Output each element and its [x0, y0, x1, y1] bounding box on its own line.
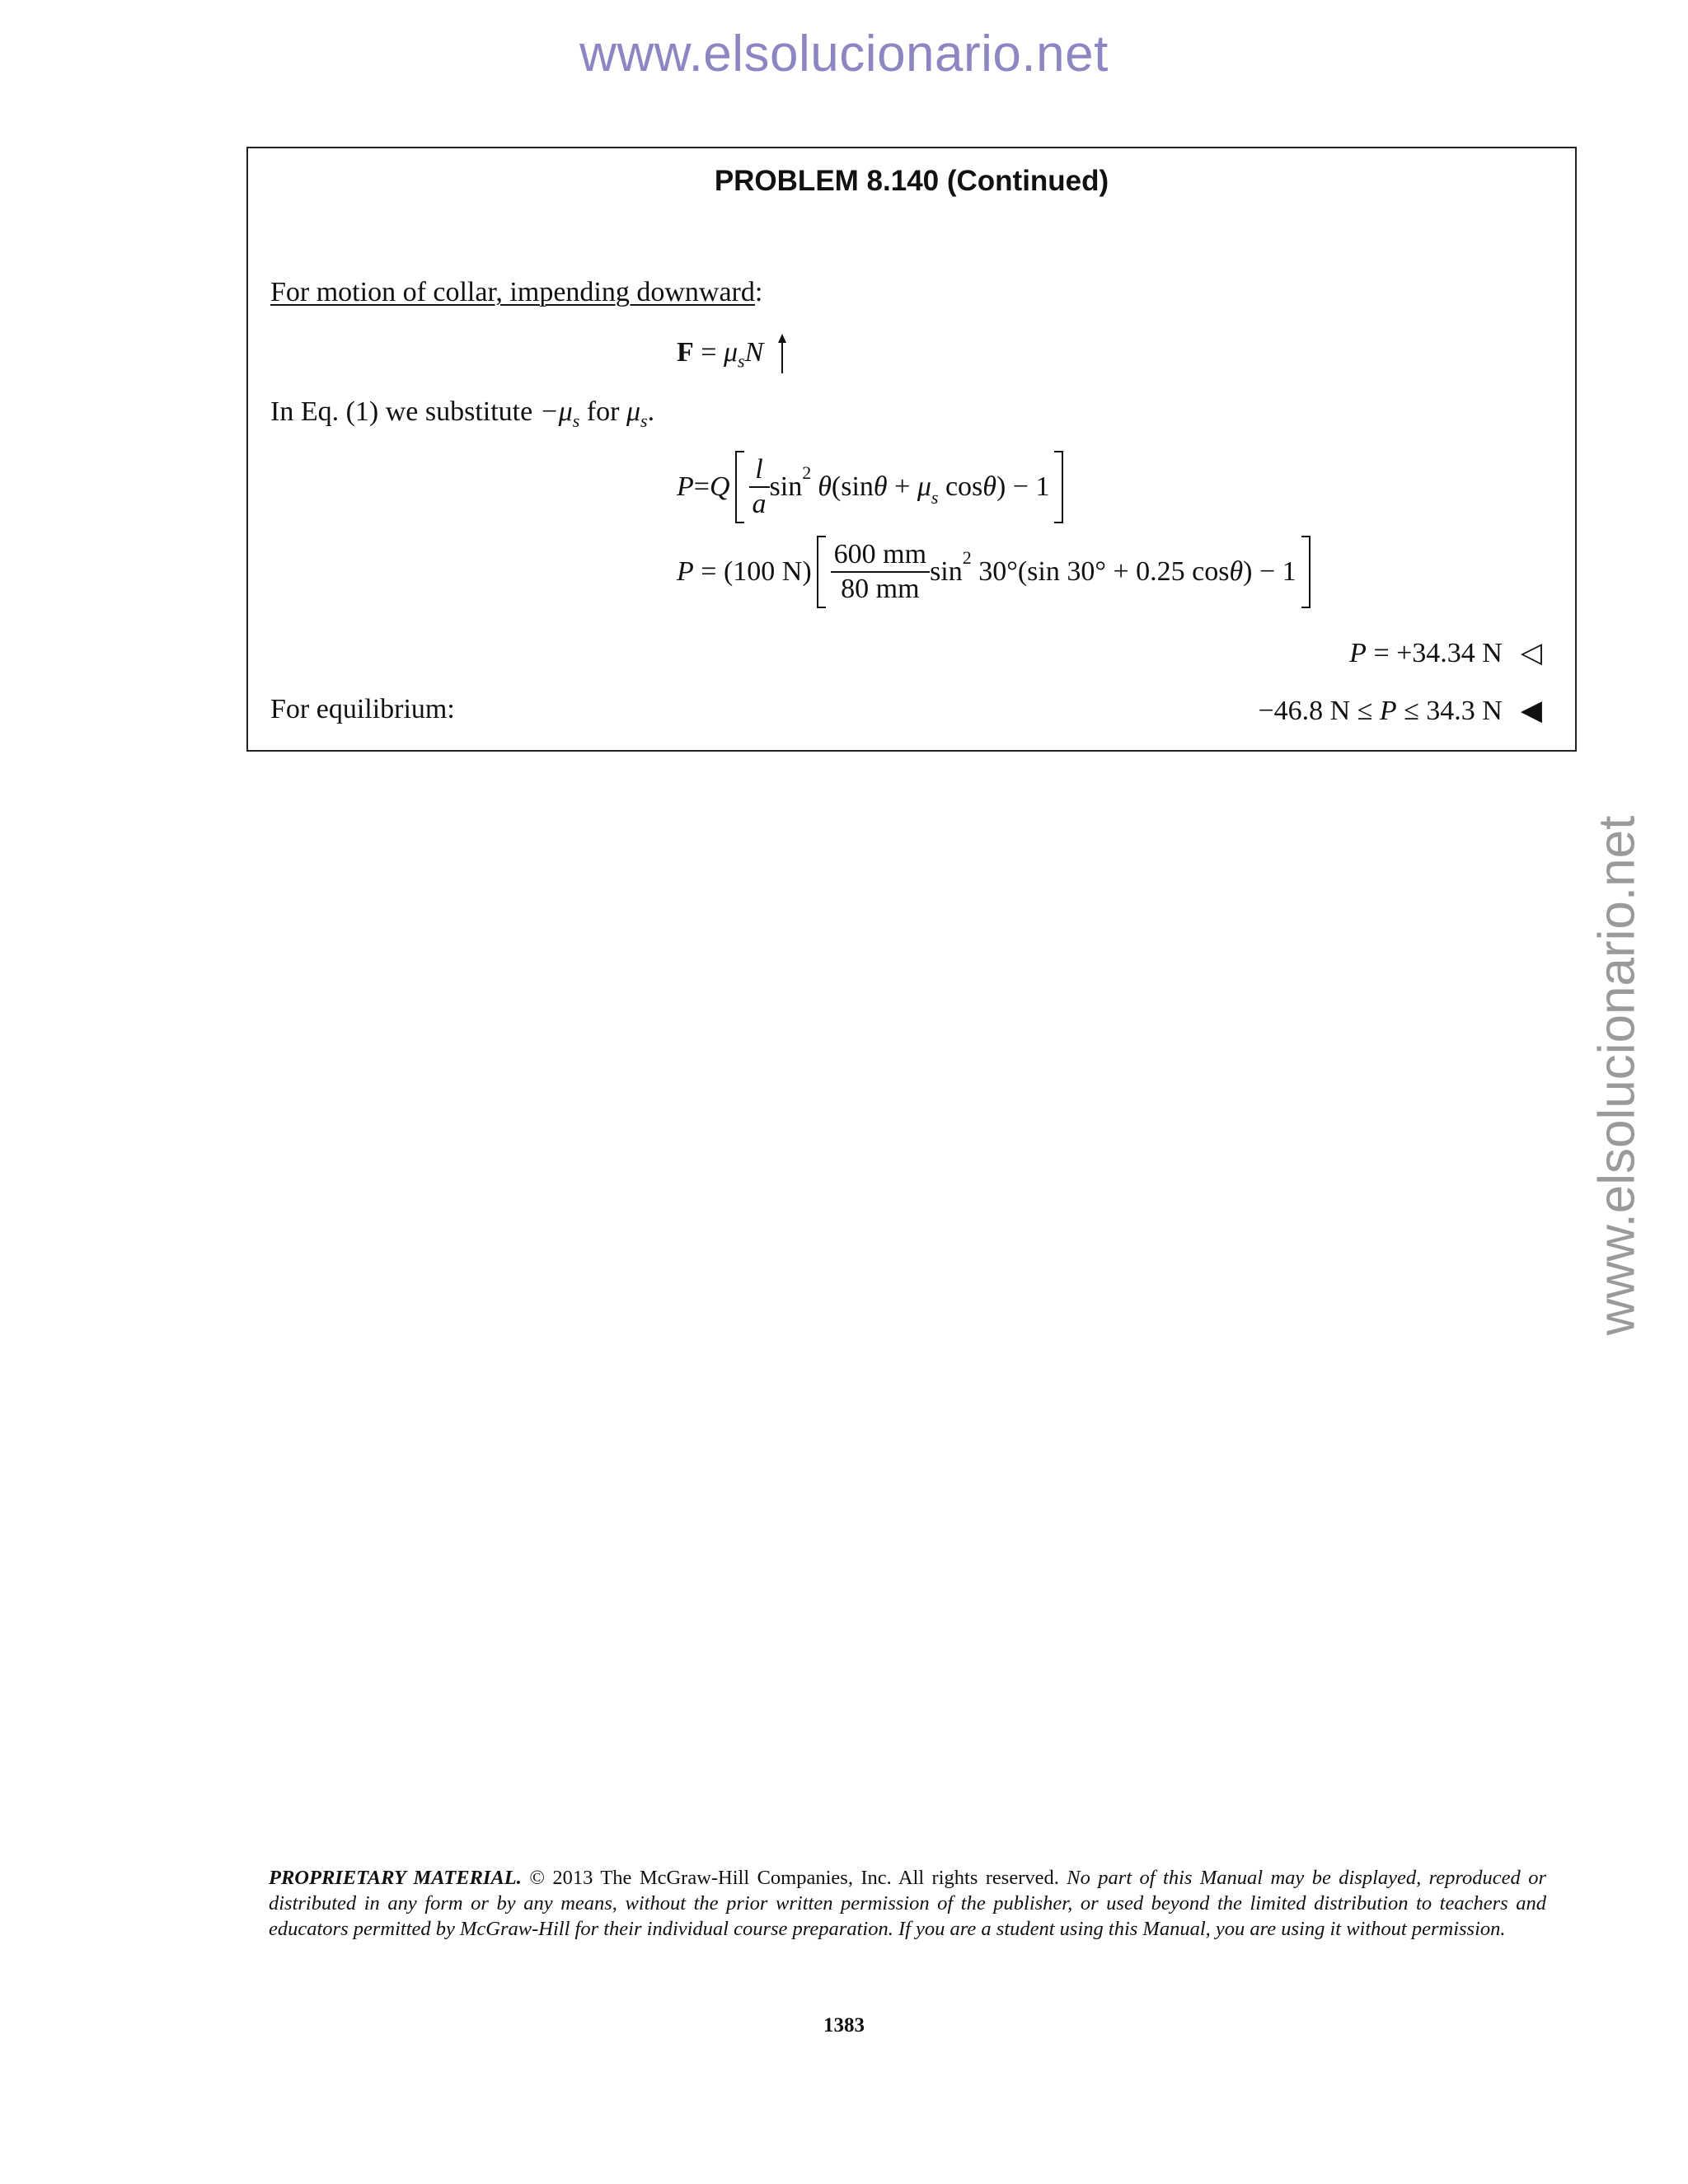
- general-sin: sin: [769, 471, 803, 502]
- footer-copyright: © 2013 The McGraw-Hill Companies, Inc. All rights reserved.: [521, 1867, 1067, 1889]
- substitute-for: for: [579, 396, 626, 427]
- equilibrium-low: −46.8 N ≤: [1258, 696, 1380, 726]
- numeric-rest: 30°(sin 30° + 0.25 cos: [971, 556, 1230, 587]
- substitute-text: In Eq. (1) we substitute: [270, 396, 540, 427]
- general-den: a: [749, 486, 770, 521]
- bracket-right-2: [1301, 536, 1311, 608]
- general-lhs: P: [677, 471, 694, 502]
- equilibrium-high: ≤ 34.3 N: [1396, 696, 1503, 726]
- numeric-lhs: P: [677, 556, 694, 587]
- friction-N: N: [744, 336, 764, 368]
- equilibrium-label: For equilibrium:: [270, 694, 455, 724]
- result-up-P: P: [1349, 638, 1367, 668]
- general-Q: Q: [709, 471, 730, 502]
- friction-s: s: [738, 350, 745, 372]
- numeric-num: 600 mm: [833, 539, 927, 569]
- general-paren-open: (sin: [831, 471, 874, 502]
- numeric-den: 80 mm: [831, 571, 930, 606]
- equilibrium-marker-icon: ◀: [1520, 696, 1542, 726]
- numeric-equation: [677, 536, 1315, 608]
- general-cos: cos: [938, 471, 983, 502]
- friction-equation: [677, 334, 787, 375]
- general-theta: θ: [818, 471, 832, 502]
- general-sq: 2: [802, 462, 812, 483]
- friction-mu: μ: [723, 336, 738, 368]
- friction-eq: =: [693, 336, 724, 368]
- equilibrium-answer: [1258, 694, 1542, 727]
- substitute-neg-mu: −μ: [539, 396, 573, 427]
- general-close: ) − 1: [996, 471, 1050, 502]
- numeric-eq-sign: = (100 N): [693, 556, 812, 587]
- substitute-mu: μ: [626, 396, 641, 427]
- motion-heading-text: For motion of collar, impending downward: [270, 277, 755, 307]
- result-up-value: = +34.34 N: [1366, 638, 1503, 668]
- general-theta3: θ: [982, 471, 996, 502]
- general-num: l: [755, 454, 763, 485]
- bracket-left: [735, 451, 744, 523]
- equilibrium-P: P: [1379, 696, 1397, 726]
- result-up-marker-icon: ◁: [1520, 638, 1542, 668]
- problem-title: PROBLEM 8.140 (Continued): [714, 165, 1109, 197]
- problem-box: [246, 147, 1577, 752]
- general-eq-sign: =: [693, 471, 710, 502]
- numeric-sq: 2: [962, 547, 972, 568]
- numeric-close: ) − 1: [1243, 556, 1296, 587]
- numeric-sin: sin: [930, 556, 963, 587]
- substitute-end: .: [647, 396, 655, 427]
- substitute-line: [270, 396, 654, 432]
- substitute-s2: s: [640, 410, 648, 431]
- numeric-theta: θ: [1229, 556, 1244, 587]
- watermark-side-text: www.elsolucionario.net: [1588, 815, 1646, 1336]
- motion-heading: [270, 277, 762, 308]
- footer-bold: PROPRIETARY MATERIAL.: [269, 1867, 522, 1889]
- general-fraction: [749, 453, 770, 521]
- general-equation: [677, 451, 1068, 523]
- page-number: 1383: [823, 2014, 865, 2036]
- bracket-left-2: [817, 536, 826, 608]
- general-plus: +: [887, 471, 917, 502]
- footer-notice: [269, 1865, 1546, 1942]
- footer-notice-text: No part of this Manual may be displayed, reproduced or distributed in any form or by any means, without the prior written permission of the publisher, or used beyond the limited distribution to teachers and educators permitted by McGraw-Hill for their individual course preparation. If you are a student using this Manual, you are using it without permission.: [269, 1867, 1546, 1940]
- watermark-top[interactable]: www.elsolucionario.net: [579, 26, 1109, 82]
- numeric-fraction: [831, 538, 930, 606]
- substitute-s1: s: [572, 410, 580, 431]
- general-mu: μ: [917, 471, 931, 502]
- arrow-up-icon: [777, 334, 787, 375]
- motion-heading-colon: :: [754, 277, 763, 307]
- general-theta2: θ: [873, 471, 888, 502]
- result-up: [1349, 636, 1542, 669]
- general-s: s: [931, 487, 939, 508]
- bracket-right: [1054, 451, 1063, 523]
- friction-F: F: [677, 336, 694, 368]
